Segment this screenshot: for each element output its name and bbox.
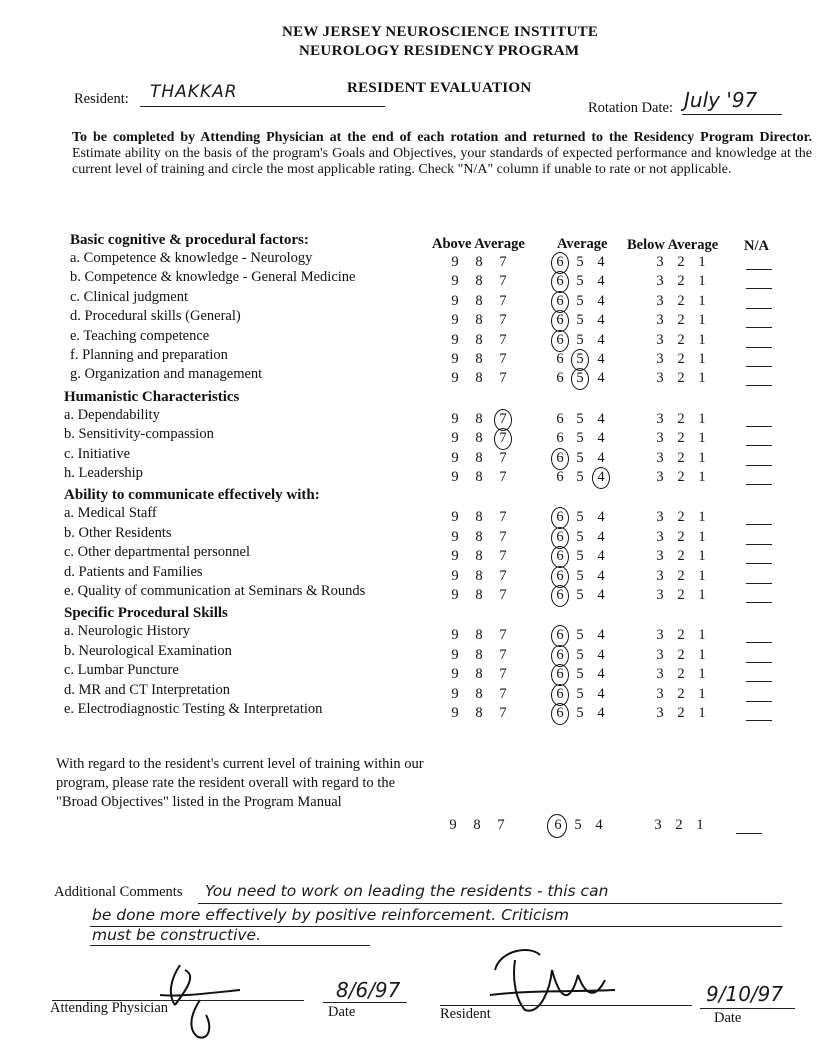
row-3-1-value-1: 1 — [698, 646, 706, 663]
row-1-3-label: h. Leadership — [64, 465, 143, 481]
col-na: N/A — [744, 238, 769, 254]
row-0-1-value-5: 5 — [576, 273, 584, 290]
row-1-1-circled-rating — [494, 428, 512, 450]
comments-line-1 — [198, 903, 782, 904]
row-1-0-value-5: 5 — [576, 410, 584, 427]
row-3-2-value-6: 6 — [556, 666, 564, 683]
row-2-1-value-4: 4 — [597, 528, 605, 545]
row-3-2-value-3: 3 — [656, 666, 664, 683]
row-0-3-value-5: 5 — [576, 312, 584, 329]
overall-value-8: 8 — [473, 817, 481, 833]
overall-value-9: 9 — [449, 817, 457, 833]
row-0-6-value-5: 5 — [576, 370, 584, 387]
row-2-1-value-3: 3 — [656, 528, 664, 545]
row-0-4-circled-rating — [551, 330, 569, 352]
row-3-3-value-8: 8 — [475, 685, 483, 702]
row-0-2-value-6: 6 — [556, 292, 564, 309]
row-0-4-value-9: 9 — [451, 331, 459, 348]
row-2-4-value-5: 5 — [576, 587, 584, 603]
row-2-1-value-2: 2 — [677, 528, 685, 545]
resident-sign-label: Resident — [440, 1006, 491, 1022]
row-0-6-value-8: 8 — [475, 370, 483, 387]
row-0-5-label: f. Planning and preparation — [70, 347, 228, 363]
row-3-4-value-7: 7 — [499, 705, 507, 721]
attending-date-label: Date — [328, 1004, 356, 1020]
row-1-1-value-6: 6 — [556, 430, 564, 447]
row-0-0-value-8: 8 — [475, 254, 483, 270]
row-3-4-na-blank[interactable] — [746, 720, 772, 721]
row-1-1-value-8: 8 — [475, 430, 483, 447]
row-3-4-value-9: 9 — [451, 705, 459, 721]
row-1-0-value-2: 2 — [677, 410, 685, 427]
row-1-0-value-1: 1 — [698, 410, 706, 427]
row-0-3-value-2: 2 — [677, 312, 685, 329]
row-0-5-value-8: 8 — [475, 351, 483, 367]
attending-date: 8/6/97 — [336, 978, 401, 1002]
row-3-4-value-3: 3 — [656, 705, 664, 721]
row-3-2-value-1: 1 — [698, 666, 706, 683]
row-3-1-na-blank[interactable] — [746, 662, 772, 663]
resident-date-line — [700, 1008, 795, 1009]
row-1-2-value-1: 1 — [698, 449, 706, 466]
row-1-3-na-blank[interactable] — [746, 484, 772, 485]
row-0-0-value-6: 6 — [556, 254, 564, 270]
row-2-4-label: e. Quality of communication at Seminars & Rounds — [64, 583, 366, 599]
row-3-2-value-9: 9 — [451, 666, 459, 683]
row-0-0-value-5: 5 — [576, 254, 584, 270]
row-2-4-value-6: 6 — [556, 587, 564, 603]
row-0-3-value-9: 9 — [451, 312, 459, 329]
row-1-0-value-3: 3 — [656, 410, 664, 427]
row-3-3-label: d. MR and CT Interpretation — [64, 681, 231, 698]
row-1-2-label: c. Initiative — [64, 445, 131, 462]
row-0-3-circled-rating — [551, 310, 569, 332]
row-2-4-value-4: 4 — [597, 587, 605, 603]
row-1-1-value-5: 5 — [576, 430, 584, 447]
row-1-2-value-6: 6 — [556, 449, 564, 466]
row-1-2-na-blank[interactable] — [746, 465, 772, 466]
row-0-4-na-blank[interactable] — [746, 347, 772, 348]
overall-na-blank[interactable] — [736, 833, 762, 834]
row-0-1-value-1: 1 — [698, 273, 706, 290]
row-2-0-value-2: 2 — [677, 509, 685, 526]
form-title: RESIDENT EVALUATION — [347, 80, 532, 96]
row-2-0-value-1: 1 — [698, 509, 706, 526]
row-0-0-value-2: 2 — [677, 254, 685, 270]
row-2-2-value-2: 2 — [677, 548, 685, 565]
row-2-1-value-1: 1 — [698, 528, 706, 545]
row-3-1-value-2: 2 — [677, 646, 685, 663]
row-0-1-label: b. Competence & knowledge - General Medicine — [70, 269, 356, 286]
row-2-0-value-5: 5 — [576, 509, 584, 526]
row-3-2-na-blank[interactable] — [746, 681, 772, 682]
row-3-3-na-blank[interactable] — [746, 701, 772, 702]
comment-line-3: must be constructive. — [92, 926, 262, 944]
section-title-0: Basic cognitive & procedural factors: — [70, 232, 309, 248]
row-0-2-value-5: 5 — [576, 292, 584, 309]
row-0-6-value-1: 1 — [698, 370, 706, 387]
row-3-2-value-8: 8 — [475, 666, 483, 683]
row-1-1-value-1: 1 — [698, 430, 706, 447]
row-2-0-na-blank[interactable] — [746, 524, 772, 525]
row-0-2-value-8: 8 — [475, 292, 483, 309]
row-3-3-value-1: 1 — [698, 685, 706, 702]
program-title: NEUROLOGY RESIDENCY PROGRAM — [299, 43, 580, 59]
row-0-5-value-6: 6 — [556, 351, 564, 367]
row-2-2-na-blank[interactable] — [746, 563, 772, 564]
col-above-average: Above Average — [432, 236, 525, 252]
row-2-3-value-5: 5 — [576, 567, 584, 584]
row-0-0-label: a. Competence & knowledge - Neurology — [70, 250, 313, 266]
row-2-2-value-8: 8 — [475, 548, 483, 565]
rotation-line — [682, 114, 782, 115]
row-2-1-value-7: 7 — [499, 528, 507, 545]
resident-signature — [480, 940, 620, 1020]
row-2-3-label: d. Patients and Families — [64, 563, 203, 580]
row-2-4-value-3: 3 — [656, 587, 664, 603]
row-0-2-value-1: 1 — [698, 292, 706, 309]
row-2-0-value-9: 9 — [451, 509, 459, 526]
row-1-1-label: b. Sensitivity-compassion — [64, 426, 214, 443]
row-3-0-value-8: 8 — [475, 627, 483, 644]
resident-date: 9/10/97 — [706, 982, 784, 1006]
col-average: Average — [557, 236, 608, 252]
row-1-0-label: a. Dependability — [64, 406, 160, 423]
row-3-1-value-9: 9 — [451, 646, 459, 663]
row-2-0-value-4: 4 — [597, 509, 605, 526]
row-1-3-value-7: 7 — [499, 469, 507, 485]
row-2-4-value-8: 8 — [475, 587, 483, 603]
row-0-1-value-3: 3 — [656, 273, 664, 290]
row-1-0-value-9: 9 — [451, 410, 459, 427]
row-0-4-value-1: 1 — [698, 331, 706, 348]
row-3-0-value-5: 5 — [576, 627, 584, 644]
row-0-3-value-7: 7 — [499, 312, 507, 329]
row-3-1-label: b. Neurological Examination — [64, 642, 232, 659]
row-0-5-value-9: 9 — [451, 351, 459, 367]
row-2-3-value-4: 4 — [597, 567, 605, 584]
instructions-bold: To be completed by Attending Physician at the end of each rotation and returned to the Residency Program Director. — [72, 130, 812, 145]
row-2-1-na-blank[interactable] — [746, 544, 772, 545]
row-1-0-value-6: 6 — [556, 410, 564, 427]
row-1-2-value-3: 3 — [656, 449, 664, 466]
row-0-6-value-3: 3 — [656, 370, 664, 387]
row-3-0-value-9: 9 — [451, 627, 459, 644]
row-2-3-value-2: 2 — [677, 567, 685, 584]
resident-name: THAKKAR — [150, 82, 238, 102]
section-title-3: Specific Procedural Skills — [64, 605, 228, 622]
comments-label: Additional Comments — [54, 884, 183, 900]
row-0-6-value-6: 6 — [556, 370, 564, 387]
row-0-0-value-9: 9 — [451, 254, 459, 270]
row-2-2-value-4: 4 — [597, 548, 605, 565]
row-2-2-value-6: 6 — [556, 548, 564, 565]
instructions-body: Estimate ability on the basis of the program's Goals and Objectives, your standards of expected performance and knowledge at the current level of training and circle the most applicable rating. Check "N/A" column if unable to rate or not applicable. — [72, 146, 812, 177]
row-3-0-value-3: 3 — [656, 627, 664, 644]
row-0-3-value-4: 4 — [597, 312, 605, 329]
overall-question: With regard to the resident's current level of training within our program, please rate the resident overall with regard to the "Broad Objectives" listed in the Program Manual — [56, 756, 424, 810]
row-2-0-value-8: 8 — [475, 509, 483, 526]
row-3-0-value-1: 1 — [698, 627, 706, 644]
row-0-6-value-4: 4 — [597, 370, 605, 387]
row-0-4-value-3: 3 — [656, 331, 664, 348]
row-0-1-value-9: 9 — [451, 273, 459, 290]
attending-label: Attending Physician — [50, 1000, 169, 1016]
row-1-1-na-blank[interactable] — [746, 445, 772, 446]
row-3-0-na-blank[interactable] — [746, 642, 772, 643]
row-3-4-value-8: 8 — [475, 705, 483, 721]
col-below-average: Below Average — [627, 237, 719, 253]
row-0-2-value-4: 4 — [597, 292, 605, 309]
row-0-6-circled-rating — [571, 368, 589, 390]
row-2-1-value-8: 8 — [475, 528, 483, 545]
row-0-5-na-blank[interactable] — [746, 366, 772, 367]
row-0-1-value-7: 7 — [499, 273, 507, 290]
row-1-2-value-7: 7 — [499, 449, 507, 466]
row-3-0-value-2: 2 — [677, 627, 685, 644]
section-title-2: Ability to communicate effectively with: — [64, 487, 320, 504]
row-3-4-value-4: 4 — [597, 705, 605, 721]
row-3-1-value-8: 8 — [475, 646, 483, 663]
overall-value-5: 5 — [574, 817, 582, 833]
row-3-4-circled-rating — [551, 703, 569, 725]
row-2-4-na-blank[interactable] — [746, 602, 772, 603]
row-0-1-na-blank[interactable] — [746, 288, 772, 289]
row-0-3-value-1: 1 — [698, 312, 706, 329]
comment-line-2: be done more effectively by positive reinforcement. Criticism — [92, 906, 569, 924]
row-0-6-value-9: 9 — [451, 370, 459, 387]
row-1-2-value-8: 8 — [475, 449, 483, 466]
row-3-2-circled-rating — [551, 664, 569, 686]
row-3-4-value-5: 5 — [576, 705, 584, 721]
overall-circled-rating — [547, 814, 567, 838]
row-3-3-value-5: 5 — [576, 685, 584, 702]
row-1-0-na-blank[interactable] — [746, 426, 772, 427]
row-3-3-value-2: 2 — [677, 685, 685, 702]
row-3-4-value-1: 1 — [698, 705, 706, 721]
row-1-3-circled-rating — [592, 467, 610, 489]
row-2-4-circled-rating — [551, 585, 569, 607]
row-0-3-label: d. Procedural skills (General) — [70, 308, 241, 325]
row-2-1-value-5: 5 — [576, 528, 584, 545]
row-1-3-value-8: 8 — [475, 469, 483, 485]
row-0-0-na-blank[interactable] — [746, 269, 772, 270]
row-3-3-value-6: 6 — [556, 685, 564, 702]
row-3-3-value-7: 7 — [499, 685, 507, 702]
row-1-1-value-4: 4 — [597, 430, 605, 447]
row-1-1-value-2: 2 — [677, 430, 685, 447]
row-0-5-value-2: 2 — [677, 351, 685, 367]
row-3-0-label: a. Neurologic History — [64, 623, 191, 640]
row-0-4-value-5: 5 — [576, 331, 584, 348]
row-0-4-value-2: 2 — [677, 331, 685, 348]
row-1-3-value-9: 9 — [451, 469, 459, 485]
row-1-2-value-5: 5 — [576, 449, 584, 466]
row-2-4-value-2: 2 — [677, 587, 685, 603]
row-3-2-value-4: 4 — [597, 666, 605, 683]
row-0-0-value-3: 3 — [656, 254, 664, 270]
row-0-5-value-7: 7 — [499, 351, 507, 367]
row-0-4-value-8: 8 — [475, 331, 483, 348]
row-1-3-value-5: 5 — [576, 469, 584, 485]
row-2-3-value-6: 6 — [556, 567, 564, 584]
row-0-4-value-7: 7 — [499, 331, 507, 348]
row-2-3-value-7: 7 — [499, 567, 507, 584]
row-0-2-na-blank[interactable] — [746, 308, 772, 309]
row-2-0-value-3: 3 — [656, 509, 664, 526]
row-2-2-circled-rating — [551, 546, 569, 568]
resident-label: Resident: — [74, 91, 129, 107]
row-3-3-value-3: 3 — [656, 685, 664, 702]
row-3-0-value-6: 6 — [556, 627, 564, 644]
row-1-1-value-7: 7 — [499, 430, 507, 447]
row-1-0-value-4: 4 — [597, 410, 605, 427]
rotation-date: July '97 — [684, 88, 758, 112]
row-0-6-value-2: 2 — [677, 370, 685, 387]
row-1-3-value-4: 4 — [597, 469, 605, 485]
comments-line-3 — [90, 945, 370, 946]
row-3-2-value-5: 5 — [576, 666, 584, 683]
row-0-6-label: g. Organization and management — [70, 366, 263, 383]
row-2-3-value-1: 1 — [698, 567, 706, 584]
row-1-1-value-3: 3 — [656, 430, 664, 447]
row-3-0-value-7: 7 — [499, 627, 507, 644]
row-0-1-value-6: 6 — [556, 273, 564, 290]
row-0-6-value-7: 7 — [499, 370, 507, 387]
row-0-1-value-4: 4 — [597, 273, 605, 290]
row-2-1-label: b. Other Residents — [64, 524, 172, 541]
institute-title: NEW JERSEY NEUROSCIENCE INSTITUTE — [282, 24, 599, 40]
row-0-3-value-6: 6 — [556, 312, 564, 329]
row-3-2-value-7: 7 — [499, 666, 507, 683]
row-3-2-label: c. Lumbar Puncture — [64, 662, 179, 679]
row-1-3-value-2: 2 — [677, 469, 685, 485]
row-2-2-value-3: 3 — [656, 548, 664, 565]
row-2-0-label: a. Medical Staff — [64, 505, 157, 522]
overall-value-7: 7 — [497, 817, 505, 833]
row-2-2-value-1: 1 — [698, 548, 706, 565]
row-0-4-value-6: 6 — [556, 331, 564, 348]
row-3-1-value-5: 5 — [576, 646, 584, 663]
row-0-3-value-8: 8 — [475, 312, 483, 329]
row-3-3-value-4: 4 — [597, 685, 605, 702]
overall-value-6: 6 — [554, 817, 562, 833]
resident-line — [140, 106, 385, 107]
row-2-0-value-7: 7 — [499, 509, 507, 526]
row-1-2-value-9: 9 — [451, 449, 459, 466]
row-3-0-value-4: 4 — [597, 627, 605, 644]
row-0-2-value-7: 7 — [499, 292, 507, 309]
instructions — [72, 130, 812, 178]
row-3-4-label: e. Electrodiagnostic Testing & Interpretation — [64, 701, 323, 717]
row-2-3-na-blank[interactable] — [746, 583, 772, 584]
row-0-4-label: e. Teaching competence — [70, 327, 210, 344]
row-1-2-value-4: 4 — [597, 449, 605, 466]
row-3-4-value-6: 6 — [556, 705, 564, 721]
row-0-6-na-blank[interactable] — [746, 385, 772, 386]
row-2-4-value-9: 9 — [451, 587, 459, 603]
row-2-4-value-7: 7 — [499, 587, 507, 603]
row-1-0-value-8: 8 — [475, 410, 483, 427]
row-3-1-value-3: 3 — [656, 646, 664, 663]
row-2-2-value-7: 7 — [499, 548, 507, 565]
attending-date-line — [323, 1002, 407, 1003]
row-0-2-value-3: 3 — [656, 292, 664, 309]
row-0-0-value-1: 1 — [698, 254, 706, 270]
overall-value-4: 4 — [595, 817, 603, 833]
comment-line-1: You need to work on leading the residents - this can — [205, 882, 609, 900]
row-0-5-value-3: 3 — [656, 351, 664, 367]
row-2-3-value-3: 3 — [656, 567, 664, 584]
row-0-5-value-1: 1 — [698, 351, 706, 367]
row-0-0-value-4: 4 — [597, 254, 605, 270]
row-0-2-value-2: 2 — [677, 292, 685, 309]
row-2-3-value-8: 8 — [475, 567, 483, 584]
row-2-2-label: c. Other departmental personnel — [64, 544, 251, 561]
row-2-4-value-1: 1 — [698, 587, 706, 603]
row-0-4-value-4: 4 — [597, 331, 605, 348]
row-2-2-value-5: 5 — [576, 548, 584, 565]
row-0-0-value-7: 7 — [499, 254, 507, 270]
row-1-3-value-3: 3 — [656, 469, 664, 485]
resident-date-label: Date — [714, 1010, 742, 1026]
row-1-1-value-9: 9 — [451, 430, 459, 447]
row-3-2-value-2: 2 — [677, 666, 685, 683]
row-1-2-value-2: 2 — [677, 449, 685, 466]
row-3-1-value-6: 6 — [556, 646, 564, 663]
row-0-2-value-9: 9 — [451, 292, 459, 309]
row-3-3-value-9: 9 — [451, 685, 459, 702]
row-0-2-label: c. Clinical judgment — [70, 288, 188, 305]
row-2-2-value-9: 9 — [451, 548, 459, 565]
row-1-3-value-6: 6 — [556, 469, 564, 485]
section-title-1: Humanistic Characteristics — [64, 388, 240, 405]
row-0-3-na-blank[interactable] — [746, 327, 772, 328]
row-0-3-value-3: 3 — [656, 312, 664, 329]
row-0-5-value-4: 4 — [597, 351, 605, 367]
rotation-label: Rotation Date: — [588, 100, 673, 116]
row-3-1-value-4: 4 — [597, 646, 605, 663]
overall-value-1: 1 — [696, 817, 704, 833]
overall-value-2: 2 — [675, 817, 683, 833]
row-2-0-value-6: 6 — [556, 509, 564, 526]
row-3-1-value-7: 7 — [499, 646, 507, 663]
row-0-1-value-8: 8 — [475, 273, 483, 290]
row-2-1-value-9: 9 — [451, 528, 459, 545]
row-2-1-value-6: 6 — [556, 528, 564, 545]
row-1-3-value-1: 1 — [698, 469, 706, 485]
row-0-5-value-5: 5 — [576, 351, 584, 367]
overall-value-3: 3 — [654, 817, 662, 833]
row-0-1-value-2: 2 — [677, 273, 685, 290]
row-1-2-circled-rating — [551, 448, 569, 470]
row-2-3-value-9: 9 — [451, 567, 459, 584]
row-3-4-value-2: 2 — [677, 705, 685, 721]
row-1-0-value-7: 7 — [499, 410, 507, 427]
